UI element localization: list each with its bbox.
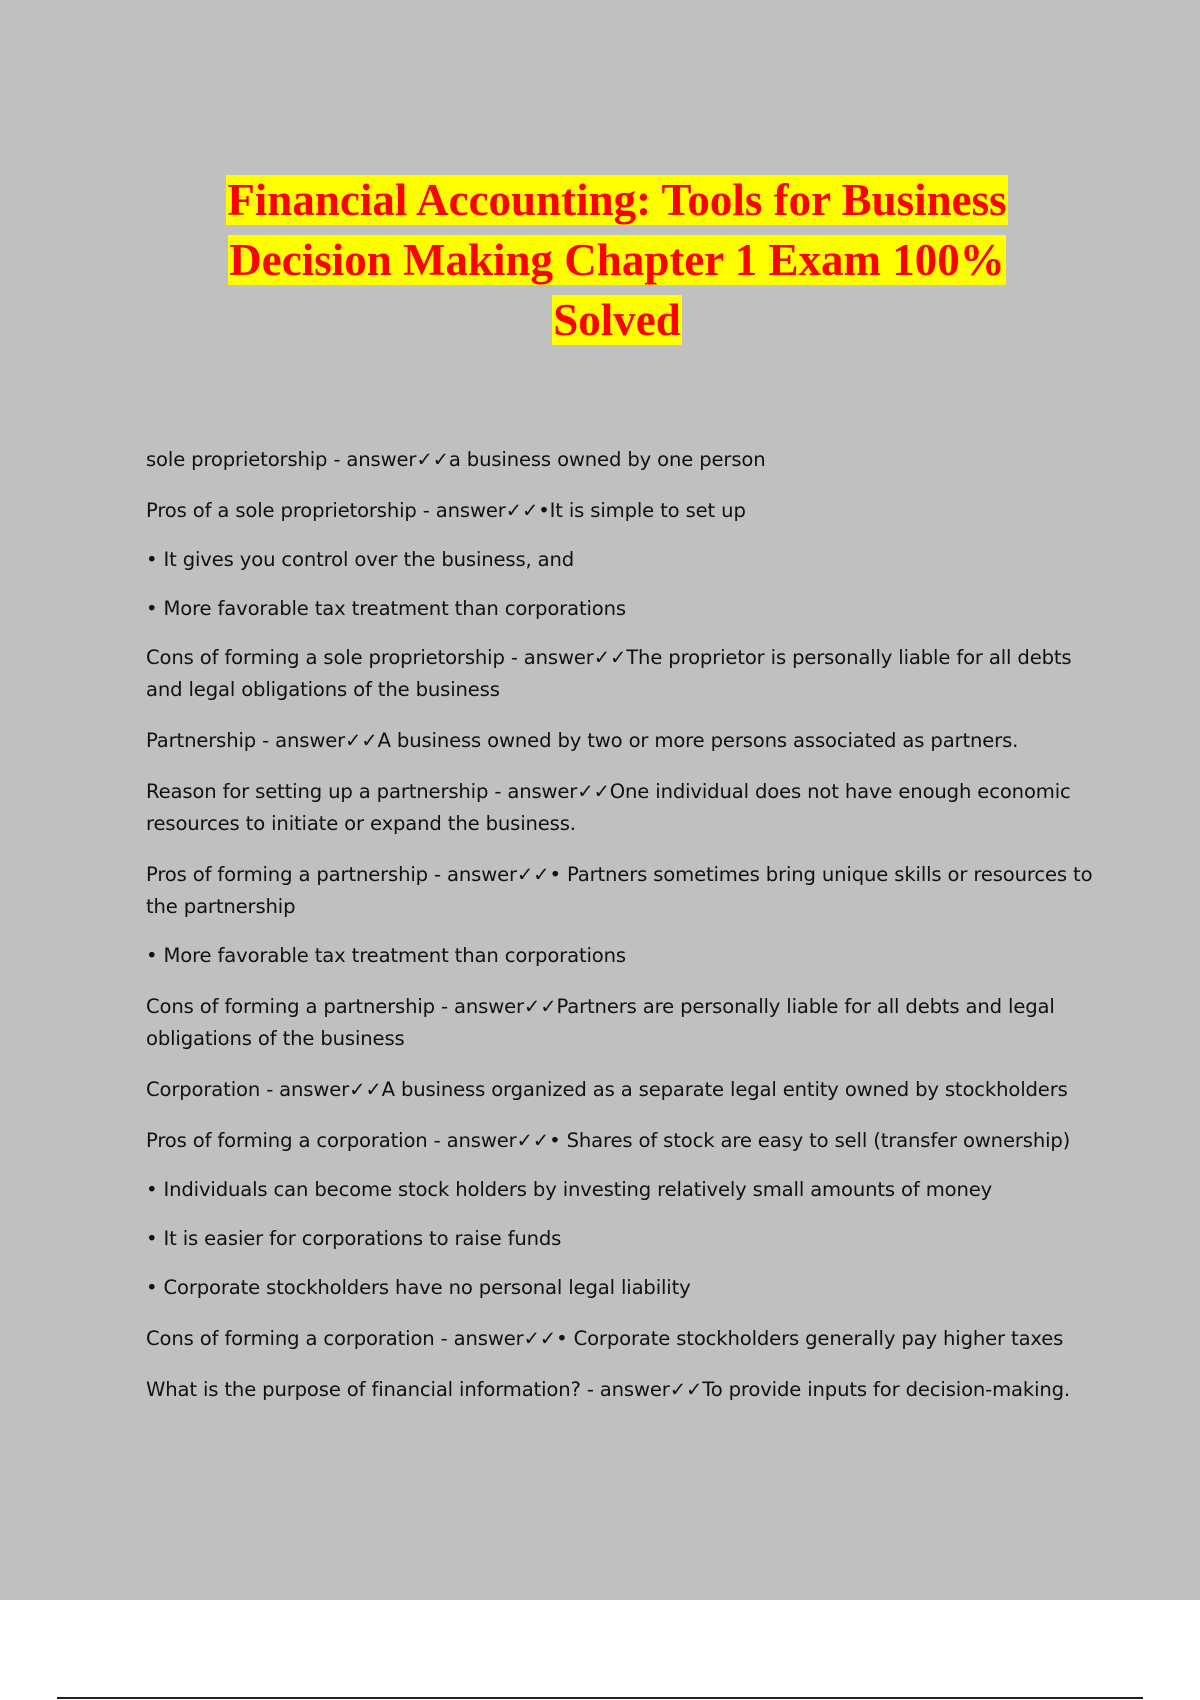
qa-separator: - answer xyxy=(580,1378,670,1401)
checkmark-icon: ✓✓ xyxy=(593,646,627,669)
checkmark-icon: ✓✓ xyxy=(516,1129,550,1152)
qa-separator: - answer xyxy=(256,729,346,752)
qa-answer: • Partners sometimes bring unique skills or resources to the partnership xyxy=(146,863,1093,918)
qa-term: Reason for setting up a partnership xyxy=(146,780,489,803)
qa-answer: •It is simple to set up xyxy=(538,499,746,522)
qa-term: Cons of forming a partnership xyxy=(146,995,435,1018)
qa-item xyxy=(146,725,1096,757)
qa-term: sole proprietorship xyxy=(146,448,328,471)
qa-term: Pros of forming a partnership xyxy=(146,863,428,886)
document-title xyxy=(150,170,1084,350)
bullet-item: • More favorable tax treatment than corporations xyxy=(146,597,626,620)
qa-separator: - answer xyxy=(416,499,506,522)
qa-answer: • Shares of stock are easy to sell (transfer ownership) xyxy=(549,1129,1071,1152)
qa-item xyxy=(146,1323,1096,1355)
qa-item xyxy=(146,1074,1096,1106)
qa-separator: - answer xyxy=(434,995,524,1018)
checkmark-icon: ✓✓ xyxy=(416,448,449,471)
bullet-item: • Individuals can become stock holders by investing relatively small amounts of money xyxy=(146,1178,993,1201)
qa-item xyxy=(146,776,1096,840)
title-line-2: Decision Making Chapter 1 Exam 100% xyxy=(229,235,1005,285)
checkmark-icon: ✓✓ xyxy=(523,995,557,1018)
qa-answer: To provide inputs for decision-making. xyxy=(702,1378,1071,1401)
qa-separator: - answer xyxy=(488,780,578,803)
qa-list xyxy=(146,444,1096,1425)
qa-term: Cons of forming a corporation xyxy=(146,1327,435,1350)
bullet-item: • Corporate stockholders have no personal legal liability xyxy=(146,1276,691,1299)
qa-term: Cons of forming a sole proprietorship xyxy=(146,646,505,669)
checkmark-icon: ✓✓ xyxy=(577,780,610,803)
qa-item xyxy=(146,495,1096,527)
qa-item xyxy=(146,859,1096,923)
footer-divider xyxy=(57,1697,1143,1699)
qa-answer: One individual does not have enough economic resources to initiate or expand the business. xyxy=(146,780,1071,835)
qa-item xyxy=(146,1374,1096,1406)
qa-item xyxy=(146,642,1096,706)
checkmark-icon: ✓✓ xyxy=(523,1327,557,1350)
qa-separator: - answer xyxy=(427,863,517,886)
qa-term: Partnership xyxy=(146,729,257,752)
qa-answer: A business organized as a separate legal entity owned by stockholders xyxy=(381,1078,1068,1101)
title-line-1: Financial Accounting: Tools for Business xyxy=(227,175,1007,225)
checkmark-icon: ✓✓ xyxy=(345,729,378,752)
title-line-3: Solved xyxy=(553,295,681,345)
bullet-item: • More favorable tax treatment than corporations xyxy=(146,944,626,967)
qa-term: Pros of forming a corporation xyxy=(146,1129,428,1152)
qa-term: What is the purpose of financial information? xyxy=(146,1378,581,1401)
qa-answer: a business owned by one person xyxy=(448,448,766,471)
bullet-item: • It is easier for corporations to raise funds xyxy=(146,1227,562,1250)
qa-separator: - answer xyxy=(504,646,594,669)
qa-item xyxy=(146,1125,1096,1157)
checkmark-icon: ✓✓ xyxy=(505,499,539,522)
qa-answer: The proprietor is personally liable for all debts and legal obligations of the business xyxy=(146,646,1072,701)
qa-term: Corporation xyxy=(146,1078,261,1101)
qa-separator: - answer xyxy=(260,1078,350,1101)
qa-answer: Partners are personally liable for all debts and legal obligations of the business xyxy=(146,995,1055,1050)
qa-term: Pros of a sole proprietorship xyxy=(146,499,417,522)
qa-answer: • Corporate stockholders generally pay higher taxes xyxy=(556,1327,1064,1350)
qa-separator: - answer xyxy=(327,448,417,471)
qa-answer: A business owned by two or more persons associated as partners. xyxy=(377,729,1019,752)
checkmark-icon: ✓✓ xyxy=(669,1378,703,1401)
qa-item xyxy=(146,991,1096,1055)
checkmark-icon: ✓✓ xyxy=(349,1078,382,1101)
bullet-item: • It gives you control over the business, and xyxy=(146,548,575,571)
qa-separator: - answer xyxy=(434,1327,524,1350)
qa-item xyxy=(146,444,1096,476)
checkmark-icon: ✓✓ xyxy=(516,863,550,886)
qa-separator: - answer xyxy=(427,1129,517,1152)
